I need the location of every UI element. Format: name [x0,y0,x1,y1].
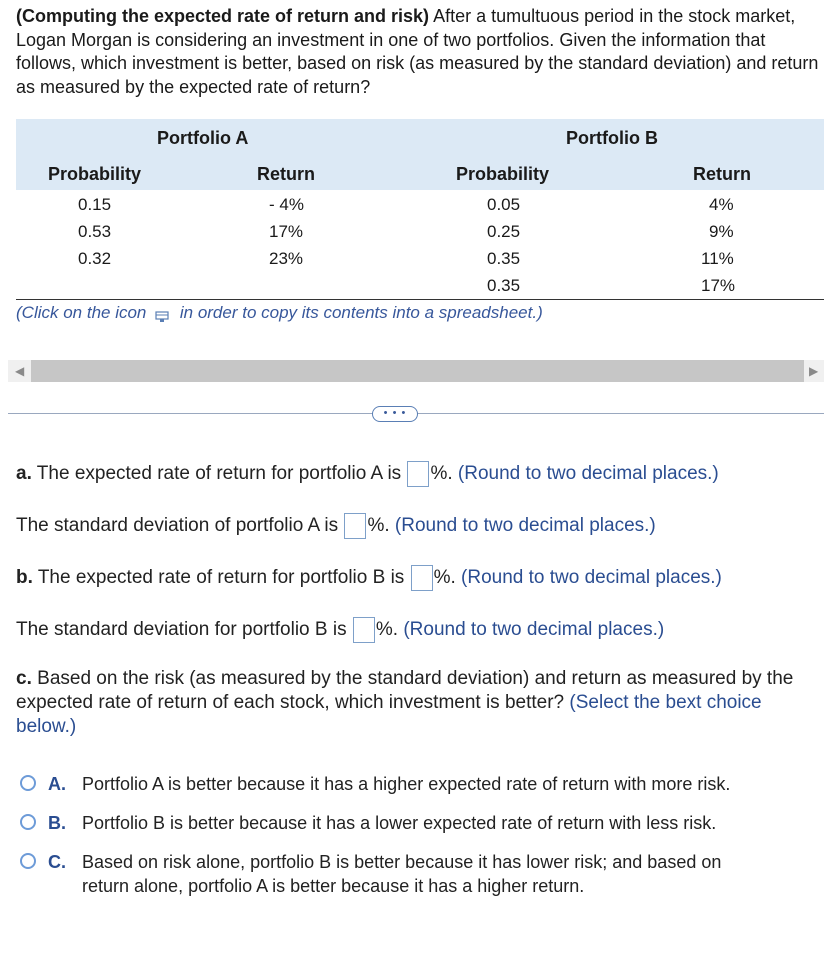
note-after: in order to copy its contents into a spreadsheet.) [179,303,543,322]
a-prob-3: 0.32 [78,249,112,268]
option-b-text: Portfolio B is better because it has a lower expected rate of return with less risk. [82,813,717,833]
table-header-portfolios [16,119,824,154]
table-bottom-rule [16,299,824,300]
a-ret-3: 23% [269,249,304,268]
question-b-label: b. [16,567,33,589]
scroll-left-icon[interactable]: ◀ [15,364,25,378]
question-sd-a-text: The standard deviation of portfolio A is [16,515,339,537]
option-c-radio[interactable] [20,853,36,869]
question-sd-a [16,513,656,539]
b-prob-2: 0.25 [487,222,521,241]
percent-b: %. [433,567,456,589]
problem-body: After a tumultuous period in the stock market, Logan Morgan is considering an investment in one of two portfolios. Given the information that follows, which investment is better, based on risk (as measured by the standard deviation) and return as measured by the expected rate of return? [16,6,819,97]
spreadsheet-note [16,303,543,323]
a-ret-2: 17% [269,222,304,241]
scroll-right-icon[interactable]: ▶ [809,364,819,378]
round-hint-sd-b: (Round to two decimal places.) [403,619,665,641]
problem-intro [16,5,824,99]
question-sd-b-text: The standard deviation for portfolio B is [16,619,347,641]
b-ret-2: 9% [709,222,734,241]
col-return-b: Return [693,164,751,184]
question-c-hint: (Select the bext choice below.) [16,692,762,737]
question-c-text: Based on the risk (as measured by the standard deviation) and return as measured by the expected rate of return of each stock, which investment is better? [16,668,794,713]
round-hint-b: (Round to two decimal places.) [461,567,722,589]
col-probability-a: Probability [48,164,142,184]
b-ret-3: 11% [701,249,734,268]
note-before: (Click on the icon [16,303,147,322]
question-a [16,461,719,487]
b-ret-4: 17% [701,276,736,295]
question-b [16,565,722,591]
portfolio-table [16,119,824,301]
a-prob-1: 0.15 [78,195,112,214]
scrollbar-thumb[interactable] [31,360,804,382]
expand-more-button[interactable]: • • • [372,406,418,422]
a-prob-2: 0.53 [78,222,112,241]
option-c-text-line2: return alone, portfolio A is better because it has a higher return. [82,876,585,896]
question-a-label: a. [16,463,32,485]
b-prob-3: 0.35 [487,249,521,268]
answer-sd-b-input[interactable] [353,617,375,643]
option-b-letter: B. [48,813,66,833]
copy-spreadsheet-icon[interactable] [155,308,169,320]
portfolio-b-heading: Portfolio B [566,128,658,148]
question-a-text: The expected rate of return for portfolio A is [36,463,402,485]
option-a-letter: A. [48,774,66,794]
answer-sd-a-input[interactable] [344,513,366,539]
col-return-a: Return [257,164,315,184]
horizontal-scrollbar[interactable] [8,360,824,382]
percent-a: %. [430,463,453,485]
question-b-text: The expected rate of return for portfolio B is [37,567,405,589]
option-b-radio[interactable] [20,814,36,830]
option-c-letter: C. [48,852,66,872]
question-c-label: c. [16,668,32,689]
question-sd-b [16,617,664,643]
answer-expected-return-a-input[interactable] [407,461,429,487]
b-prob-4: 0.35 [487,276,521,295]
a-ret-1: - 4% [269,195,304,214]
round-hint-sd-a: (Round to two decimal places.) [394,515,656,537]
percent-sd-a: %. [367,515,390,537]
option-a-text: Portfolio A is better because it has a higher expected rate of return with more risk. [82,774,731,794]
b-prob-1: 0.05 [487,195,521,214]
option-c-text-line1: Based on risk alone, portfolio B is better because it has lower risk; and based on [82,852,722,872]
percent-sd-b: %. [375,619,399,641]
option-a-radio[interactable] [20,775,36,791]
round-hint-a: (Round to two decimal places.) [457,463,719,485]
problem-title: (Computing the expected rate of return and risk) [16,6,430,26]
col-probability-b: Probability [456,164,550,184]
b-ret-1: 4% [709,195,734,214]
portfolio-a-heading: Portfolio A [157,128,249,148]
question-c [16,667,824,739]
answer-expected-return-b-input[interactable] [411,565,433,591]
